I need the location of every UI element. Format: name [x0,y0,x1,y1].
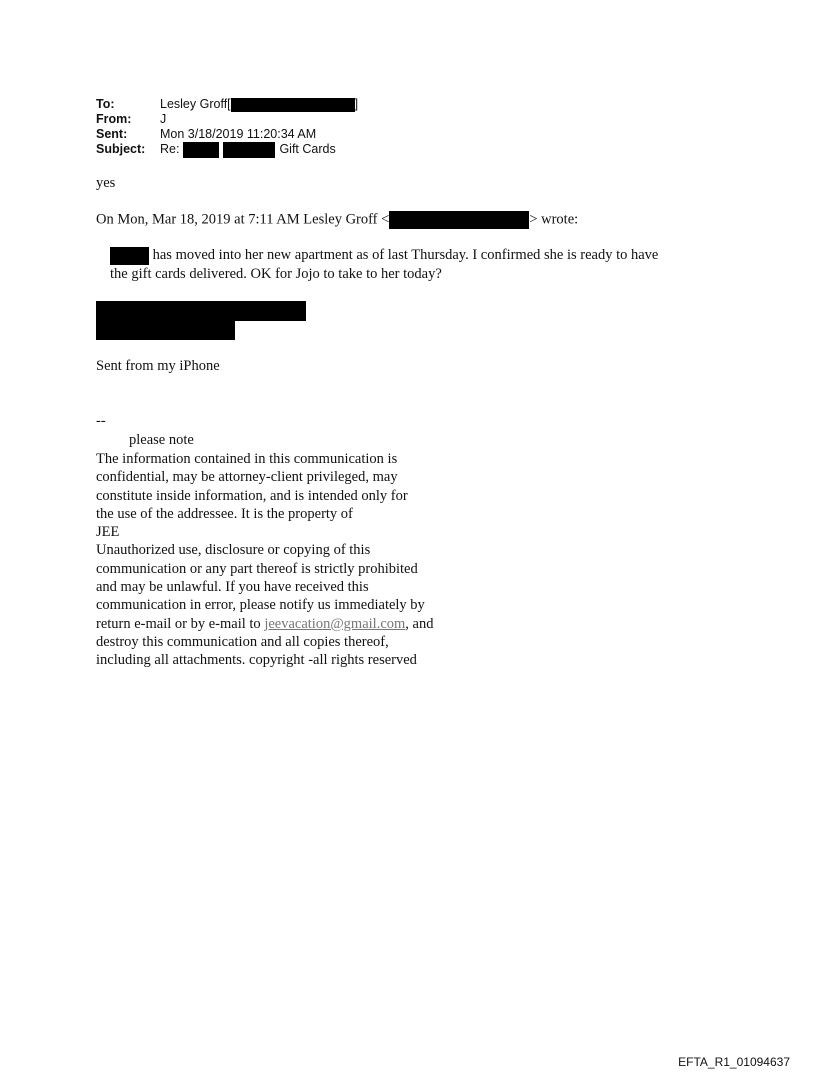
sent-from-text: Sent from my iPhone [96,358,220,374]
to-row [96,97,358,112]
disclaimer-line: constitute inside information, and is intended only for [96,487,408,504]
subject-prefix: Re: [160,142,180,156]
from-label: From: [96,112,132,126]
reply-text: yes [96,175,116,191]
sent-row [96,127,358,142]
disclaimer-line: the use of the addressee. It is the property of [96,505,353,522]
please-note: please note [129,432,194,448]
to-close-bracket: ] [354,97,359,111]
email-link[interactable]: jeevacation@gmail.com [264,615,406,632]
disclaimer-line: communication or any part thereof is strictly prohibited [96,560,418,577]
disclaimer-line [96,615,516,633]
disclaimer-line: communication in error, please notify us immediately by [96,597,425,614]
disclaimer-line: The information contained in this communication is [96,451,398,467]
redaction-box [389,211,529,229]
subject-row [96,142,358,157]
sent-label: Sent: [96,127,128,141]
disclaimer-line: including all attachments. copyright -all rights reserved [96,652,417,669]
email-header [96,97,358,157]
quoted-line1: has moved into her new apartment as of last Thursday. I confirmed she is ready to have [152,247,659,263]
signature-dashes: -- [96,413,106,429]
to-name: Lesley Groff [160,97,228,111]
disclaimer-line: and may be unlawful. If you have received this [96,579,369,596]
to-label: To: [96,97,115,111]
quoted-line [110,246,730,265]
disclaimer-line: JEE [96,524,120,541]
bates-number: EFTA_R1_01094637 [678,1055,790,1069]
redaction-box [96,321,235,340]
sent-value: Mon 3/18/2019 11:20:34 AM [160,127,317,141]
from-value: J [160,112,167,126]
quote-intro-start: On Mon, Mar 18, 2019 at 7:11 AM Lesley Groff < [96,211,390,228]
disclaimer-line: confidential, may be attorney-client privileged, may [96,469,398,486]
confidentiality-disclaimer [96,450,516,670]
redaction-box [183,142,219,158]
subject-suffix: Gift Cards [279,142,336,156]
disclaimer-line-end: , and [405,615,434,632]
quote-intro [96,211,578,229]
from-row [96,112,358,127]
redaction-box [231,98,355,112]
disclaimer-line-start: return e-mail or by e-mail to [96,615,265,632]
redaction-box [96,301,306,321]
quoted-line2: the gift cards delivered. OK for Jojo to take to her today? [110,266,442,282]
subject-label: Subject: [96,142,146,156]
quote-intro-end: > wrote: [529,211,579,228]
redaction-box [110,247,149,265]
disclaimer-line: destroy this communication and all copies thereof, [96,633,389,650]
disclaimer-line: Unauthorized use, disclosure or copying of this [96,542,371,559]
quoted-message [110,246,730,284]
to-open-bracket: [ [227,97,231,111]
redaction-box [223,142,275,158]
